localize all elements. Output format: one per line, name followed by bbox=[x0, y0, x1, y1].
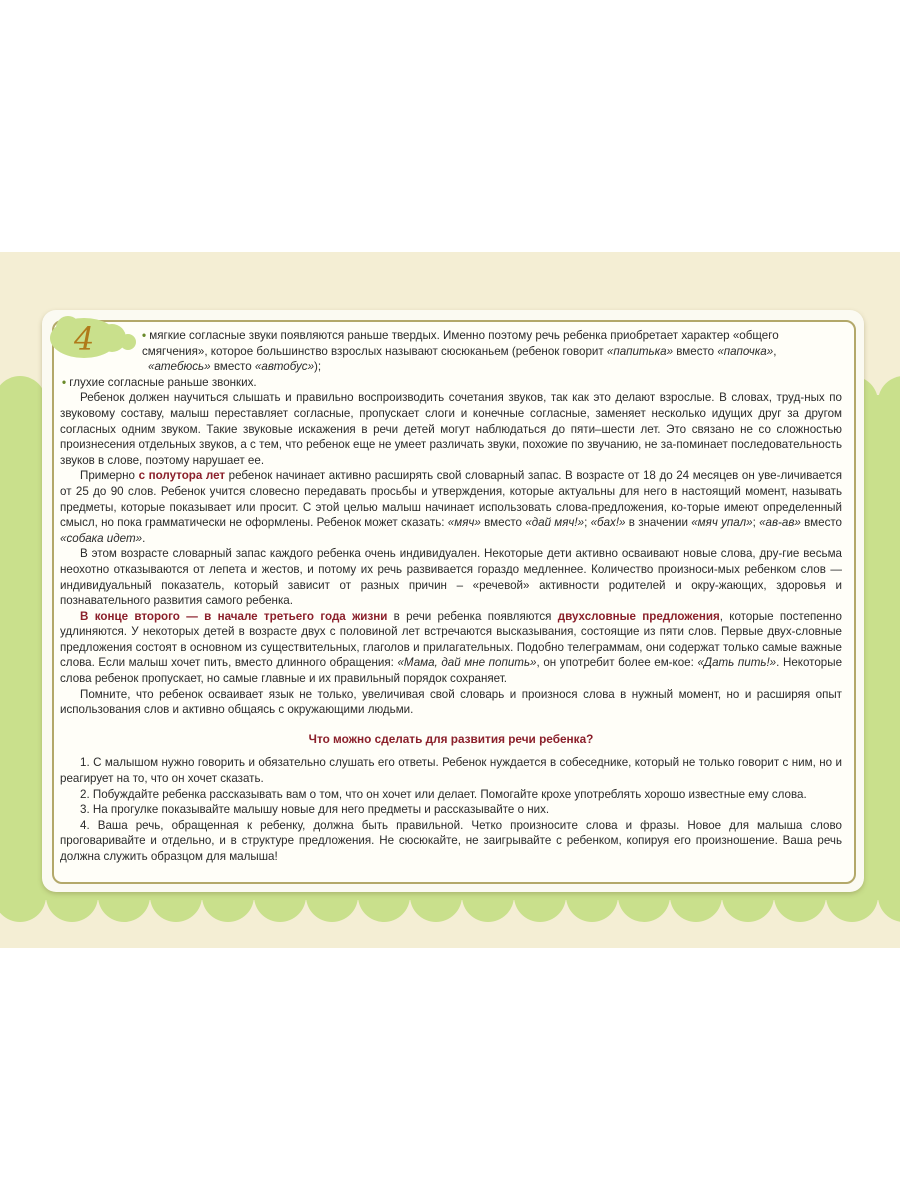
paragraph-2: Примерно с полутора лет ребенок начинает активно расширять свой словарный запас. В возрасте от 18 до 24 месяцев он уве-личивается от 25 до 90 слов. Ребенок учится словесно передавать просьбы и утверждения, которые актуальны для него в настоящий момент, называть предметы, которые показывает или просит. С этой целью малыш начинает использовать слова-предложения, ко-торые имеют определенный смысл, но пока грамматически не оформлены. Ребенок может сказать: «мяч» вместо «дай мяч!»; «бах!» в значении «мяч упал»; «ав-ав» вместо «собака идет». bbox=[60, 469, 842, 545]
paragraph-1: Ребенок должен научиться слышать и правильно воспроизводить сочетания звуков, так как это делают взрослые. В словах, труд-ных по звуковому составу, малыш переставляет согласные, пропускает слоги и конечные согласные, заменяет несколько идущих друг за другом согласных одним звуком. Такие звуковые искажения в речи детей могут наблюдаться до пяти–шести лет. Это связано не со сложностью произнесения отдельных звуков, а с тем, что ребенок еще не умеет различать звуки, похожие по звучанию, не за-поминает последовательность звуков в слове, поэтому нарушает ее. bbox=[60, 391, 842, 467]
paragraph-4: В конце второго — в начале третьего года жизни в речи ребенка появляются двухсловные предложения, которые постепенно удлиняются. У некоторых детей в возрасте двух с половиной лет встречаются высказывания, состоящие из пяти слов. Первые двух-словные предложения состоят в основном из существительных, глаголов и прилагательных. Подобно телеграммам, они содержат только самые важные слова. Если малыш хочет пить, вместо длинного обращения: «Мама, дай мне попить», он употребит более ем-кое: «Дать пить!». Некоторые слова ребенок пропускает, но самые главные и их правильный порядок сохраняет. bbox=[60, 609, 843, 686]
paragraph-3: В этом возрасте словарный запас каждого ребенка очень индивидуален. Некоторые дети активно осваивают новые слова, дру-гие весьма неохотно отказываются от лепета и жестов, и потому их речь развивается гораздо медленнее. Количество произноси-мых ребенком слов — индивидуальный показатель, который зависит от разных причин – «речевой» активности родителей и окру-жающих, здоровья и познавательного развития самого ребенка. bbox=[60, 547, 842, 608]
list-item: 3. На прогулке показывайте малышу новые для него предметы и рассказывайте о них. bbox=[80, 803, 550, 817]
list-item: 1. С малышом нужно говорить и обязательно слушать его ответы. Ребенок нуждается в собеседнике, который не только говорит с ним, но и реагирует на то, что он хочет сказать. bbox=[60, 756, 842, 786]
bullet-dot-icon: • bbox=[62, 375, 67, 389]
bullet-1-cont2: «атебюсь» вместо «автобус»); bbox=[148, 360, 322, 374]
bullet-1-cont: смягчения», которое большинство взрослых называют сюсюканьем (ребенок говорит «папитька» вместо «папочка», bbox=[142, 344, 777, 358]
list-item: 2. Побуждайте ребенка рассказывать вам о том, что он хочет или делает. Помогайте крохе употреблять хорошо известные ему слова. bbox=[80, 787, 807, 801]
section-heading: Что можно сделать для развития речи ребенка? bbox=[308, 731, 594, 746]
bullet-1: • мягкие согласные звуки появляются раньше твердых. Именно поэтому речь ребенка приобретает характер «общего bbox=[142, 329, 779, 342]
list-item: 4. Ваша речь, обращенная к ребенку, должна быть правильной. Четко произносите слова и фразы. Новое для малыша слово проговаривайте и отдельно, и в структуре предложения. Не сюсюкайте, не заигрывайте с ребенком, копируя его произношение. Ваша речь должна служить образцом для малыша! bbox=[60, 818, 842, 863]
paragraph-5: Помните, что ребенок осваивает язык не только, увеличивая свой словарь и произнося слова в нужный момент, но и расширяя опыт использования слов и активно общаясь с окружающими людьми. bbox=[60, 687, 842, 717]
bullet-dot-icon: • bbox=[142, 329, 147, 342]
body-text bbox=[60, 328, 842, 865]
tips-list bbox=[60, 755, 842, 864]
bullet-2: • глухие согласные раньше звонких. bbox=[62, 375, 257, 389]
page-number: 4 bbox=[74, 320, 95, 358]
